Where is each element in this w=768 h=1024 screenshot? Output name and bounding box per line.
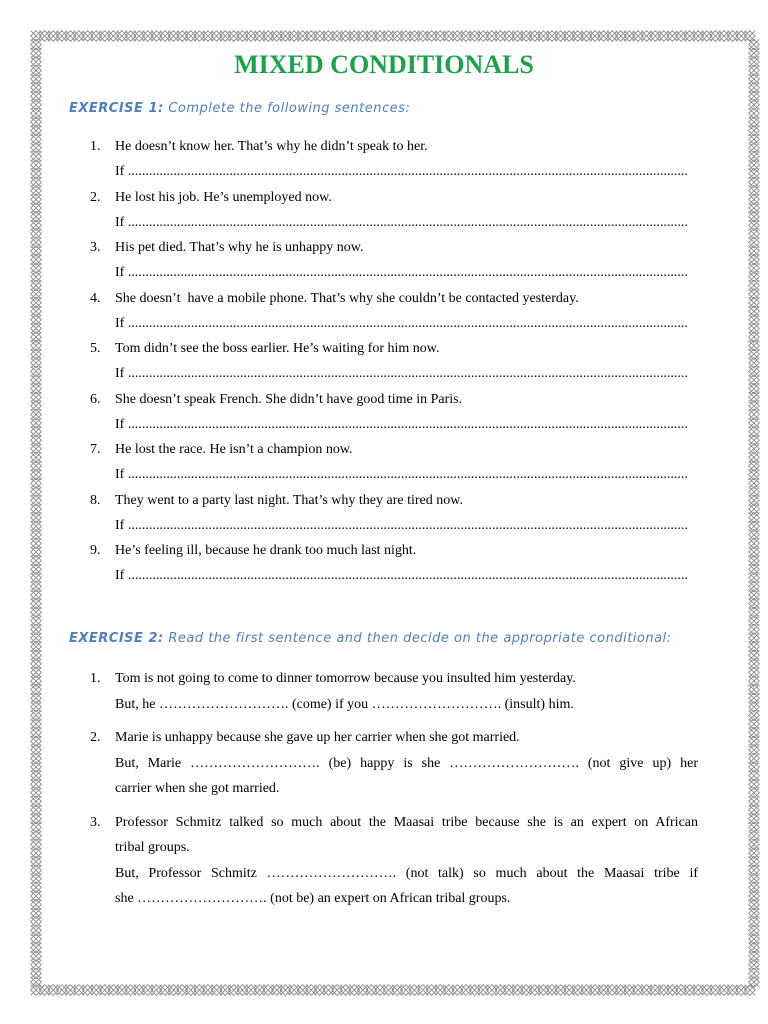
item-number: 2.	[90, 730, 101, 745]
item-number: 2.	[90, 189, 101, 205]
answer-prefix: If	[115, 366, 125, 381]
item-sentence: His pet died. That’s why he is unhappy now.	[115, 240, 364, 255]
item-sentence: Marie is unhappy because she gave up her carrier when she got married.	[115, 730, 520, 745]
answer-prefix: If	[115, 467, 125, 482]
list-item	[90, 725, 698, 802]
answer-line[interactable]	[90, 568, 690, 593]
item-number: 3.	[90, 814, 101, 830]
list-item	[90, 139, 690, 190]
item-answer[interactable]: But, he ………………………. (come) if you ………………………. (insult) him.	[115, 696, 574, 712]
answer-line[interactable]	[90, 164, 690, 189]
answer-prefix: If	[115, 517, 125, 533]
exercise-2-label: EXERCISE 2:	[69, 631, 164, 646]
item-sentence: He’s feeling ill, because he drank too much last night.	[115, 543, 417, 558]
exercise-2-heading	[69, 631, 672, 646]
answer-dots: ................................................................................................................................................................	[127, 416, 688, 432]
item-number: 1.	[90, 671, 101, 686]
item-sentence: He doesn’t know her. That’s why he didn’t speak to her.	[115, 139, 428, 154]
answer-line[interactable]	[90, 316, 690, 341]
item-number: 4.	[90, 290, 101, 306]
exercise-1-heading	[69, 101, 410, 116]
list-item	[90, 341, 690, 392]
list-item	[90, 190, 690, 241]
page-title: MIXED CONDITIONALS	[234, 50, 534, 79]
item-number: 3.	[90, 240, 101, 255]
answer-prefix: If	[115, 315, 125, 331]
answer-prefix: If	[115, 164, 125, 179]
answer-dots: ................................................................................................................................................................	[127, 164, 688, 179]
answer-line[interactable]	[90, 518, 690, 543]
list-item	[90, 666, 698, 717]
answer-line[interactable]	[90, 265, 690, 290]
answer-line[interactable]	[90, 366, 690, 391]
item-answer[interactable]: But, Marie ………………………. (be) happy is she ………………………. (not give up) her	[115, 755, 698, 771]
list-item	[90, 392, 690, 443]
answer-prefix: If	[115, 416, 125, 432]
answer-dots: ................................................................................................................................................................	[127, 214, 688, 230]
item-number: 5.	[90, 341, 101, 356]
item-sentence: Tom didn’t see the boss earlier. He’s waiting for him now.	[115, 341, 440, 356]
answer-dots: ................................................................................................................................................................	[127, 568, 688, 583]
list-item	[90, 810, 698, 912]
item-number: 9.	[90, 543, 101, 558]
item-sentence: He lost the race. He isn’t a champion now.	[115, 442, 353, 457]
list-item	[90, 493, 690, 544]
list-item	[90, 442, 690, 493]
item-answer-continued: carrier when she got married.	[115, 781, 280, 796]
item-number: 1.	[90, 139, 101, 154]
item-sentence: They went to a party last night. That’s why they are tired now.	[115, 492, 463, 508]
list-item	[90, 240, 690, 291]
item-answer[interactable]: But, Professor Schmitz ………………………. (not talk) so much about the Maasai tribe if	[115, 865, 698, 881]
answer-dots: ................................................................................................................................................................	[127, 265, 688, 280]
exercise-1-instruction: Complete the following sentences:	[168, 101, 411, 116]
exercise-2-list	[90, 666, 698, 912]
answer-line[interactable]	[90, 215, 690, 240]
item-number: 8.	[90, 492, 101, 508]
item-sentence: Tom is not going to come to dinner tomorrow because you insulted him yesterday.	[115, 671, 576, 686]
item-sentence: She doesn’t have a mobile phone. That’s why she couldn’t be contacted yesterday.	[115, 290, 579, 306]
exercise-1-list	[90, 139, 690, 594]
item-answer-continued[interactable]: she ………………………. (not be) an expert on African tribal groups.	[115, 891, 511, 906]
answer-prefix: If	[115, 214, 125, 230]
list-item	[90, 543, 690, 594]
answer-dots: ................................................................................................................................................................	[127, 517, 688, 533]
answer-line[interactable]	[90, 417, 690, 442]
answer-dots: ................................................................................................................................................................	[127, 366, 688, 381]
list-item	[90, 291, 690, 342]
item-sentence: She doesn’t speak French. She didn’t have good time in Paris.	[115, 391, 463, 407]
item-sentence: Professor Schmitz talked so much about the Maasai tribe because she is an expert on African	[115, 814, 698, 830]
item-sentence: He lost his job. He’s unemployed now.	[115, 189, 332, 205]
item-number: 6.	[90, 391, 101, 407]
exercise-2-instruction: Read the first sentence and then decide on the appropriate conditional:	[168, 631, 672, 646]
item-number: 7.	[90, 442, 101, 457]
answer-line[interactable]	[90, 467, 690, 492]
answer-dots: ................................................................................................................................................................	[127, 467, 688, 482]
answer-prefix: If	[115, 568, 125, 583]
answer-prefix: If	[115, 265, 125, 280]
item-sentence-continued: tribal groups.	[115, 840, 190, 855]
exercise-1-label: EXERCISE 1:	[69, 101, 164, 116]
answer-dots: ................................................................................................................................................................	[127, 315, 688, 331]
